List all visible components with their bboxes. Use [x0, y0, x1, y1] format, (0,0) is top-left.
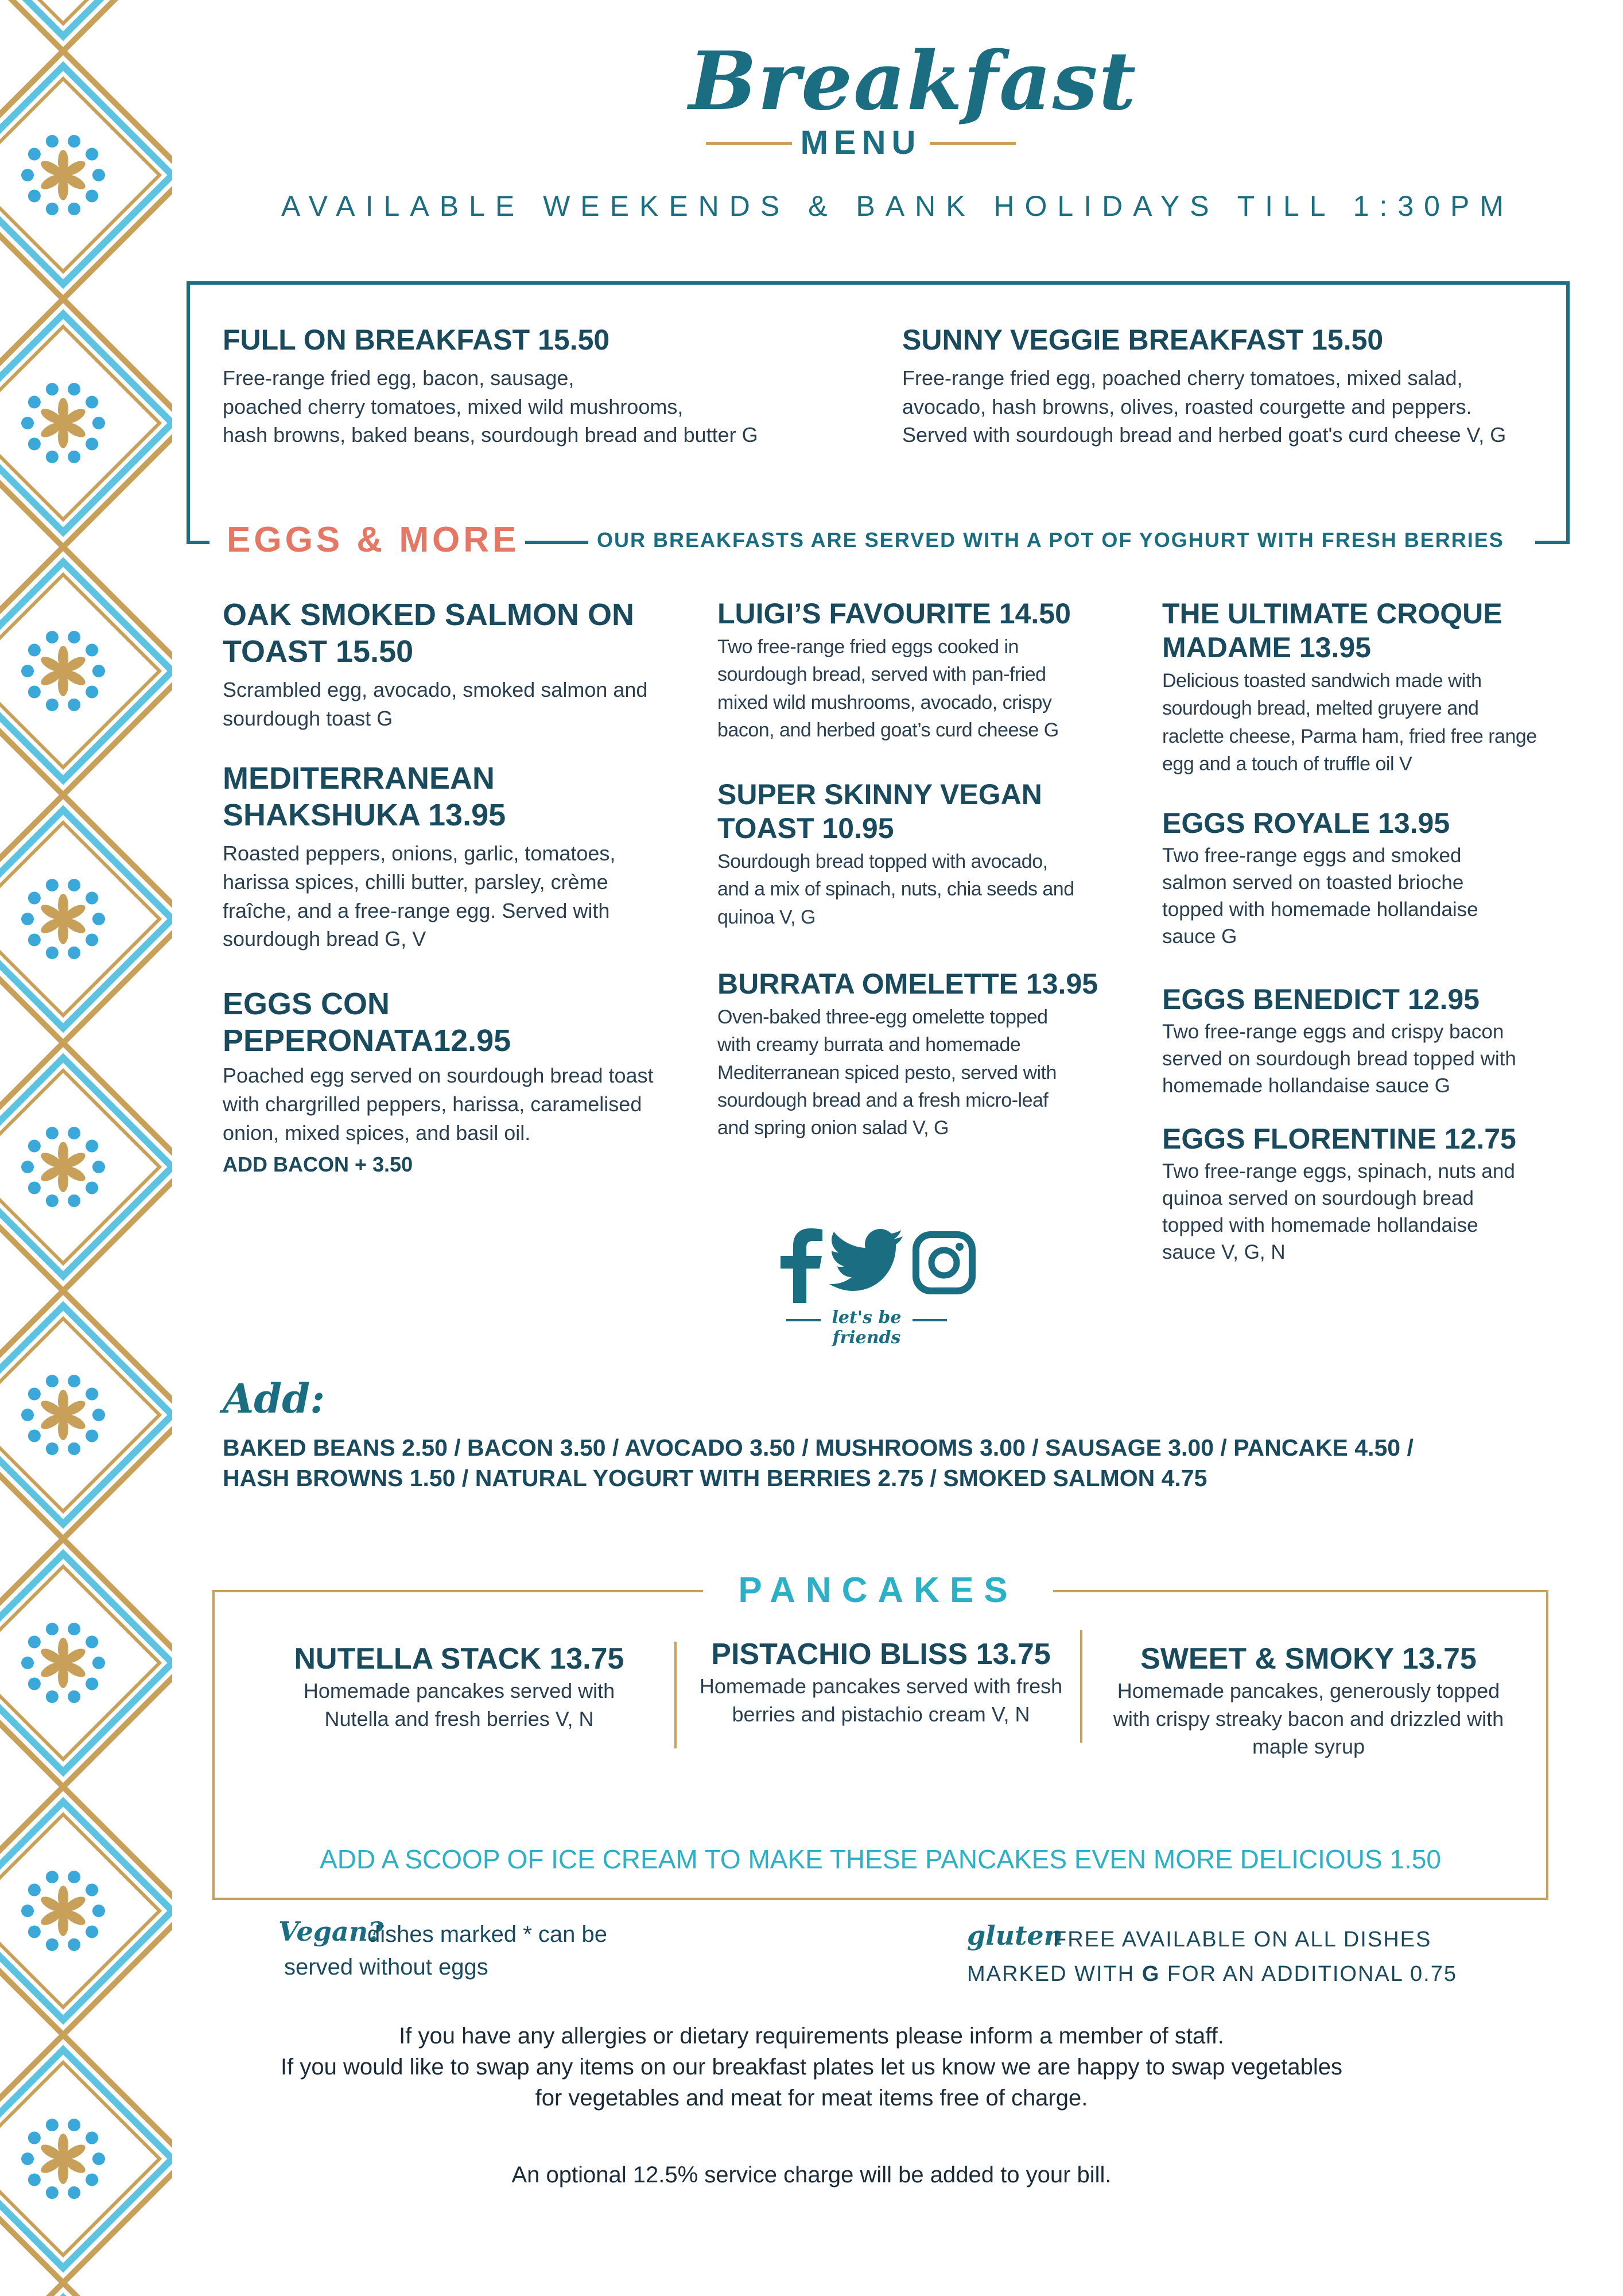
rosette-dot	[86, 685, 98, 698]
rosette-center	[57, 1905, 69, 1917]
rosette-dot	[86, 148, 98, 161]
rosette-dot	[28, 396, 41, 409]
rosette-dot	[86, 644, 98, 657]
desc-line: Free-range fried egg, poached cherry tomatoes, mixed salad,	[902, 366, 1463, 390]
rule	[187, 541, 209, 544]
rosette-dot	[21, 1657, 34, 1669]
rosette-dot	[46, 203, 59, 215]
rosette-dot	[68, 1871, 80, 1883]
desc-line: poached cherry tomatoes, mixed wild mushrooms,	[223, 394, 684, 418]
rosette-dot	[86, 1429, 98, 1442]
item-description	[902, 364, 1562, 449]
rosette-dot	[68, 631, 80, 643]
service-charge-note: An optional 12.5% service charge will be added to your bill.	[511, 2162, 1112, 2188]
rosette-dot	[68, 1690, 80, 1703]
menu-item-peperonata	[223, 986, 699, 1177]
item-title: SUPER SKINNY VEGAN TOAST 10.95	[717, 778, 1042, 844]
item-description	[223, 364, 854, 449]
menu-item-burrata-omelette	[717, 967, 1154, 1142]
rosette-dot	[86, 1677, 98, 1690]
rosette-dot	[46, 879, 59, 891]
add-ons-line: HASH BROWNS 1.50 / NATURAL YOGURT WITH BERRIES 2.75 / SMOKED SALMON 4.75	[223, 1465, 1207, 1492]
item-description: Two free-range eggs and smoked salmon served on toasted brioche topped with homemade hollandaise sauce G	[1162, 844, 1478, 948]
item-title: BURRATA OMELETTE 13.95	[717, 968, 1098, 1000]
add-ons-line: BAKED BEANS 2.50 / BACON 3.50 / AVOCADO 3.50 / MUSHROOMS 3.00 / SAUSAGE 3.00 / PANCAKE 4.50 /	[223, 1434, 1414, 1461]
rosette-dot	[46, 947, 59, 959]
rosette-dot	[68, 1623, 80, 1635]
rosette-dot	[86, 892, 98, 905]
rule	[913, 1319, 947, 1321]
gluten-label: gluten	[967, 1920, 1063, 1951]
rosette-dot	[28, 1884, 41, 1896]
section-title-pancakes: PANCAKES	[738, 1570, 1018, 1610]
rosette-dot	[21, 665, 34, 677]
rosette-dot	[28, 1140, 41, 1153]
item-description: Scrambled egg, avocado, smoked salmon and sourdough toast G	[223, 678, 648, 731]
rosette-dot	[92, 665, 105, 677]
item-description: Two free-range eggs and crispy bacon served on sourdough bread topped with homemade hollandaise sauce G	[1162, 1021, 1516, 1097]
rosette-dot	[21, 1905, 34, 1917]
rosette-dot	[46, 1871, 59, 1883]
rosette-dot	[46, 135, 59, 148]
rosette-dot	[86, 1925, 98, 1938]
rosette-dot	[86, 1140, 98, 1153]
item-description: Sourdough bread topped with avocado, and a mix of spinach, nuts, chia seeds and quinoa V, G	[717, 851, 1074, 928]
allergy-note	[86, 2020, 1537, 2113]
rosette-dot	[46, 1375, 59, 1387]
footer-line: for vegetables and meat for meat items free of charge.	[535, 2085, 1088, 2111]
rosette-dot	[68, 383, 80, 395]
rosette-center	[57, 2153, 69, 2165]
rosette-center	[57, 913, 69, 925]
rosette-dot	[28, 2132, 41, 2144]
add-ons-list	[223, 1433, 1577, 1494]
rosette-dot	[68, 879, 80, 891]
item-title: NUTELLA STACK 13.75	[294, 1642, 624, 1676]
item-title: SWEET & SMOKY 13.75	[1140, 1642, 1477, 1676]
rosette-dot	[46, 1938, 59, 1951]
rosette-dot	[86, 396, 98, 409]
rosette-dot	[21, 1161, 34, 1173]
decorative-tile-pattern	[0, 0, 172, 2296]
rosette-dot	[28, 933, 41, 946]
rule	[786, 1319, 821, 1321]
rosette-dot	[46, 451, 59, 463]
divider	[1080, 1630, 1082, 1743]
rosette-dot	[46, 1623, 59, 1635]
rosette-dot	[28, 189, 41, 202]
availability-note: AVAILABLE WEEKENDS & BANK HOLIDAYS TILL 1:30PM	[281, 190, 1514, 222]
item-title: OAK SMOKED SALMON ON TOAST 15.50	[223, 598, 635, 669]
rosette-dot	[68, 135, 80, 148]
rosette-dot	[46, 2186, 59, 2199]
item-title: EGGS BENEDICT 12.95	[1162, 983, 1480, 1015]
rosette-dot	[28, 685, 41, 698]
desc-line: Free-range fried egg, bacon, sausage,	[223, 366, 574, 390]
rosette-dot	[28, 437, 41, 450]
item-description: Homemade pancakes served with fresh berries and pistachio cream V, N	[699, 1674, 1063, 1726]
breakfast-item-sunny-veggie	[902, 323, 1562, 449]
desc-line: Served with sourdough bread and herbed goat's curd cheese V, G	[902, 423, 1506, 447]
item-title: LUIGI’S FAVOURITE 14.50	[717, 598, 1071, 630]
desc-line: avocado, hash browns, olives, roasted courgette and peppers.	[902, 394, 1472, 418]
item-description: Oven-baked three-egg omelette topped with creamy burrata and homemade Mediterranean spiced pesto, served with sourdough bread and a fresh micro-leaf and spring onion salad V, G	[717, 1006, 1057, 1139]
rosette-dot	[86, 1181, 98, 1194]
vegan-label: Vegan?	[278, 1916, 384, 1947]
pancake-item-nutella	[253, 1642, 666, 1733]
rosette-dot	[46, 383, 59, 395]
item-description: Roasted peppers, onions, garlic, tomatoes, harissa spices, chilli butter, parsley, crème fraîche, and a free-range egg. Served with sourdough bread G, V	[223, 841, 616, 951]
section-title-eggs: EGGS & MORE	[227, 520, 520, 560]
rosette-dot	[21, 169, 34, 181]
rosette-dot	[68, 1127, 80, 1139]
rosette-dot	[86, 1884, 98, 1896]
item-title: MEDITERRANEAN SHAKSHUKA 13.95	[223, 761, 506, 832]
rosette-dot	[68, 2119, 80, 2131]
rosette-dot	[86, 189, 98, 202]
footer-line: If you would like to swap any items on our breakfast plates let us know we are happy to swap vegetables	[281, 2054, 1342, 2080]
vegan-note-line: served without eggs	[284, 1954, 488, 1980]
rosette-dot	[28, 2173, 41, 2186]
rosette-dot	[92, 1409, 105, 1421]
rosette-dot	[28, 1925, 41, 1938]
rosette-dot	[92, 169, 105, 181]
rosette-dot	[28, 644, 41, 657]
rosette-dot	[28, 1677, 41, 1690]
gluten-note-line: MARKED WITH G FOR AN ADDITIONAL 0.75	[967, 1962, 1457, 1986]
footer-line: If you have any allergies or dietary requirements please inform a member of staff.	[399, 2023, 1224, 2049]
rosette-dot	[46, 1194, 59, 1207]
menu-item-shakshuka	[223, 761, 699, 953]
menu-subtitle: MENU	[800, 124, 922, 161]
facebook-icon[interactable]	[775, 1228, 826, 1303]
item-description: Two free-range eggs, spinach, nuts and quinoa served on sourdough bread topped with homemade hollandaise sauce V, G, N	[1162, 1160, 1515, 1263]
rosette-center	[57, 1161, 69, 1173]
rosette-dot	[86, 933, 98, 946]
item-title: EGGS FLORENTINE 12.75	[1162, 1123, 1516, 1155]
twitter-icon[interactable]	[829, 1228, 904, 1292]
item-description: Delicious toasted sandwich made with sourdough bread, melted gruyere and raclette cheese, Parma ham, fried free range egg and a touch of truffle oil V	[1162, 670, 1537, 775]
rosette-dot	[46, 1442, 59, 1455]
rosette-dot	[86, 1388, 98, 1401]
rosette-dot	[86, 2132, 98, 2144]
item-title: SUNNY VEGGIE BREAKFAST 15.50	[902, 324, 1384, 356]
rosette-dot	[46, 699, 59, 711]
menu-item-vegan-toast	[717, 778, 1154, 931]
rosette-dot	[21, 417, 34, 429]
item-title: EGGS ROYALE 13.95	[1162, 807, 1450, 839]
item-description: Poached egg served on sourdough bread toast with chargrilled peppers, harissa, caramelised onion, mixed spices, and basil oil.	[223, 1064, 654, 1145]
rosette-dot	[28, 1429, 41, 1442]
rosette-dot	[21, 913, 34, 925]
menu-title-script: Breakfast	[689, 34, 1137, 129]
item-title: PISTACHIO BLISS 13.75	[711, 1638, 1051, 1671]
item-title: EGGS CON PEPERONATA12.95	[223, 987, 511, 1058]
rosette-dot	[46, 1127, 59, 1139]
rosette-dot	[28, 892, 41, 905]
desc-line: hash browns, baked beans, sourdough bread and butter G	[223, 423, 758, 447]
rosette-center	[57, 1409, 69, 1421]
menu-item-eggs-florentine	[1162, 1122, 1575, 1266]
pancake-item-pistachio	[683, 1637, 1079, 1728]
instagram-icon[interactable]	[913, 1231, 976, 1294]
item-description: Homemade pancakes served with Nutella and fresh berries V, N	[303, 1679, 615, 1731]
yoghurt-note: OUR BREAKFASTS ARE SERVED WITH A POT OF YOGHURT WITH FRESH BERRIES	[597, 528, 1504, 552]
item-title: THE ULTIMATE CROQUE MADAME 13.95	[1162, 598, 1502, 664]
rosette-center	[57, 169, 69, 181]
pancake-item-sweet-smoky	[1090, 1642, 1527, 1761]
item-description: Two free-range fried eggs cooked in sourdough bread, served with pan-fried mixed wild mushrooms, avocado, crispy bacon, and herbed goat’s curd cheese G	[717, 636, 1059, 741]
item-title: FULL ON BREAKFAST 15.50	[223, 324, 610, 356]
gluten-note-line: FREE AVAILABLE ON ALL DISHES	[1053, 1927, 1432, 1952]
rosette-dot	[92, 417, 105, 429]
divider	[674, 1642, 677, 1748]
rosette-center	[57, 417, 69, 429]
rosette-dot	[21, 1409, 34, 1421]
rosette-dot	[86, 1636, 98, 1649]
menu-item-eggs-royale	[1162, 806, 1575, 951]
rosette-dot	[46, 1690, 59, 1703]
breakfast-item-full-on	[223, 323, 854, 449]
rosette-dot	[92, 1161, 105, 1173]
rosette-dot	[46, 2119, 59, 2131]
menu-item-smoked-salmon	[223, 597, 699, 733]
menu-item-luigis-favourite	[717, 597, 1154, 744]
rosette-dot	[68, 203, 80, 215]
rosette-dot	[86, 437, 98, 450]
menu-item-croque-madame	[1162, 597, 1575, 778]
rosette-dot	[68, 2186, 80, 2199]
rosette-dot	[68, 1442, 80, 1455]
rosette-center	[57, 1657, 69, 1669]
add-bacon-extra: ADD BACON + 3.50	[223, 1153, 413, 1177]
vegan-note-line: dishes marked * can be	[367, 1922, 608, 1947]
ice-cream-addon: ADD A SCOOP OF ICE CREAM TO MAKE THESE PANCAKES EVEN MORE DELICIOUS 1.50	[320, 1844, 1441, 1874]
rosette-dot	[46, 631, 59, 643]
rosette-dot	[21, 2152, 34, 2165]
rosette-dot	[28, 1636, 41, 1649]
rosette-dot	[28, 1388, 41, 1401]
rosette-dot	[68, 947, 80, 959]
rosette-dot	[68, 451, 80, 463]
rule	[525, 541, 588, 544]
tile-frame	[0, 2283, 172, 2296]
rosette-dot	[68, 1938, 80, 1951]
item-description: Homemade pancakes, generously topped with crispy streaky bacon and drizzled with maple syrup	[1113, 1679, 1504, 1759]
social-tagline: let's be friends	[832, 1308, 902, 1348]
rosette-dot	[92, 1657, 105, 1669]
rosette-center	[57, 665, 69, 677]
menu-item-eggs-benedict	[1162, 983, 1575, 1100]
tile-frame	[0, 0, 172, 51]
rosette-dot	[28, 148, 41, 161]
rule	[1535, 541, 1570, 544]
rosette-dot	[92, 1905, 105, 1917]
gold-rule-right	[930, 142, 1016, 145]
rosette-dot	[28, 1181, 41, 1194]
rosette-dot	[68, 1375, 80, 1387]
rosette-dot	[68, 699, 80, 711]
add-section-title: Add:	[223, 1375, 325, 1422]
rosette-dot	[92, 913, 105, 925]
rosette-dot	[68, 1194, 80, 1207]
